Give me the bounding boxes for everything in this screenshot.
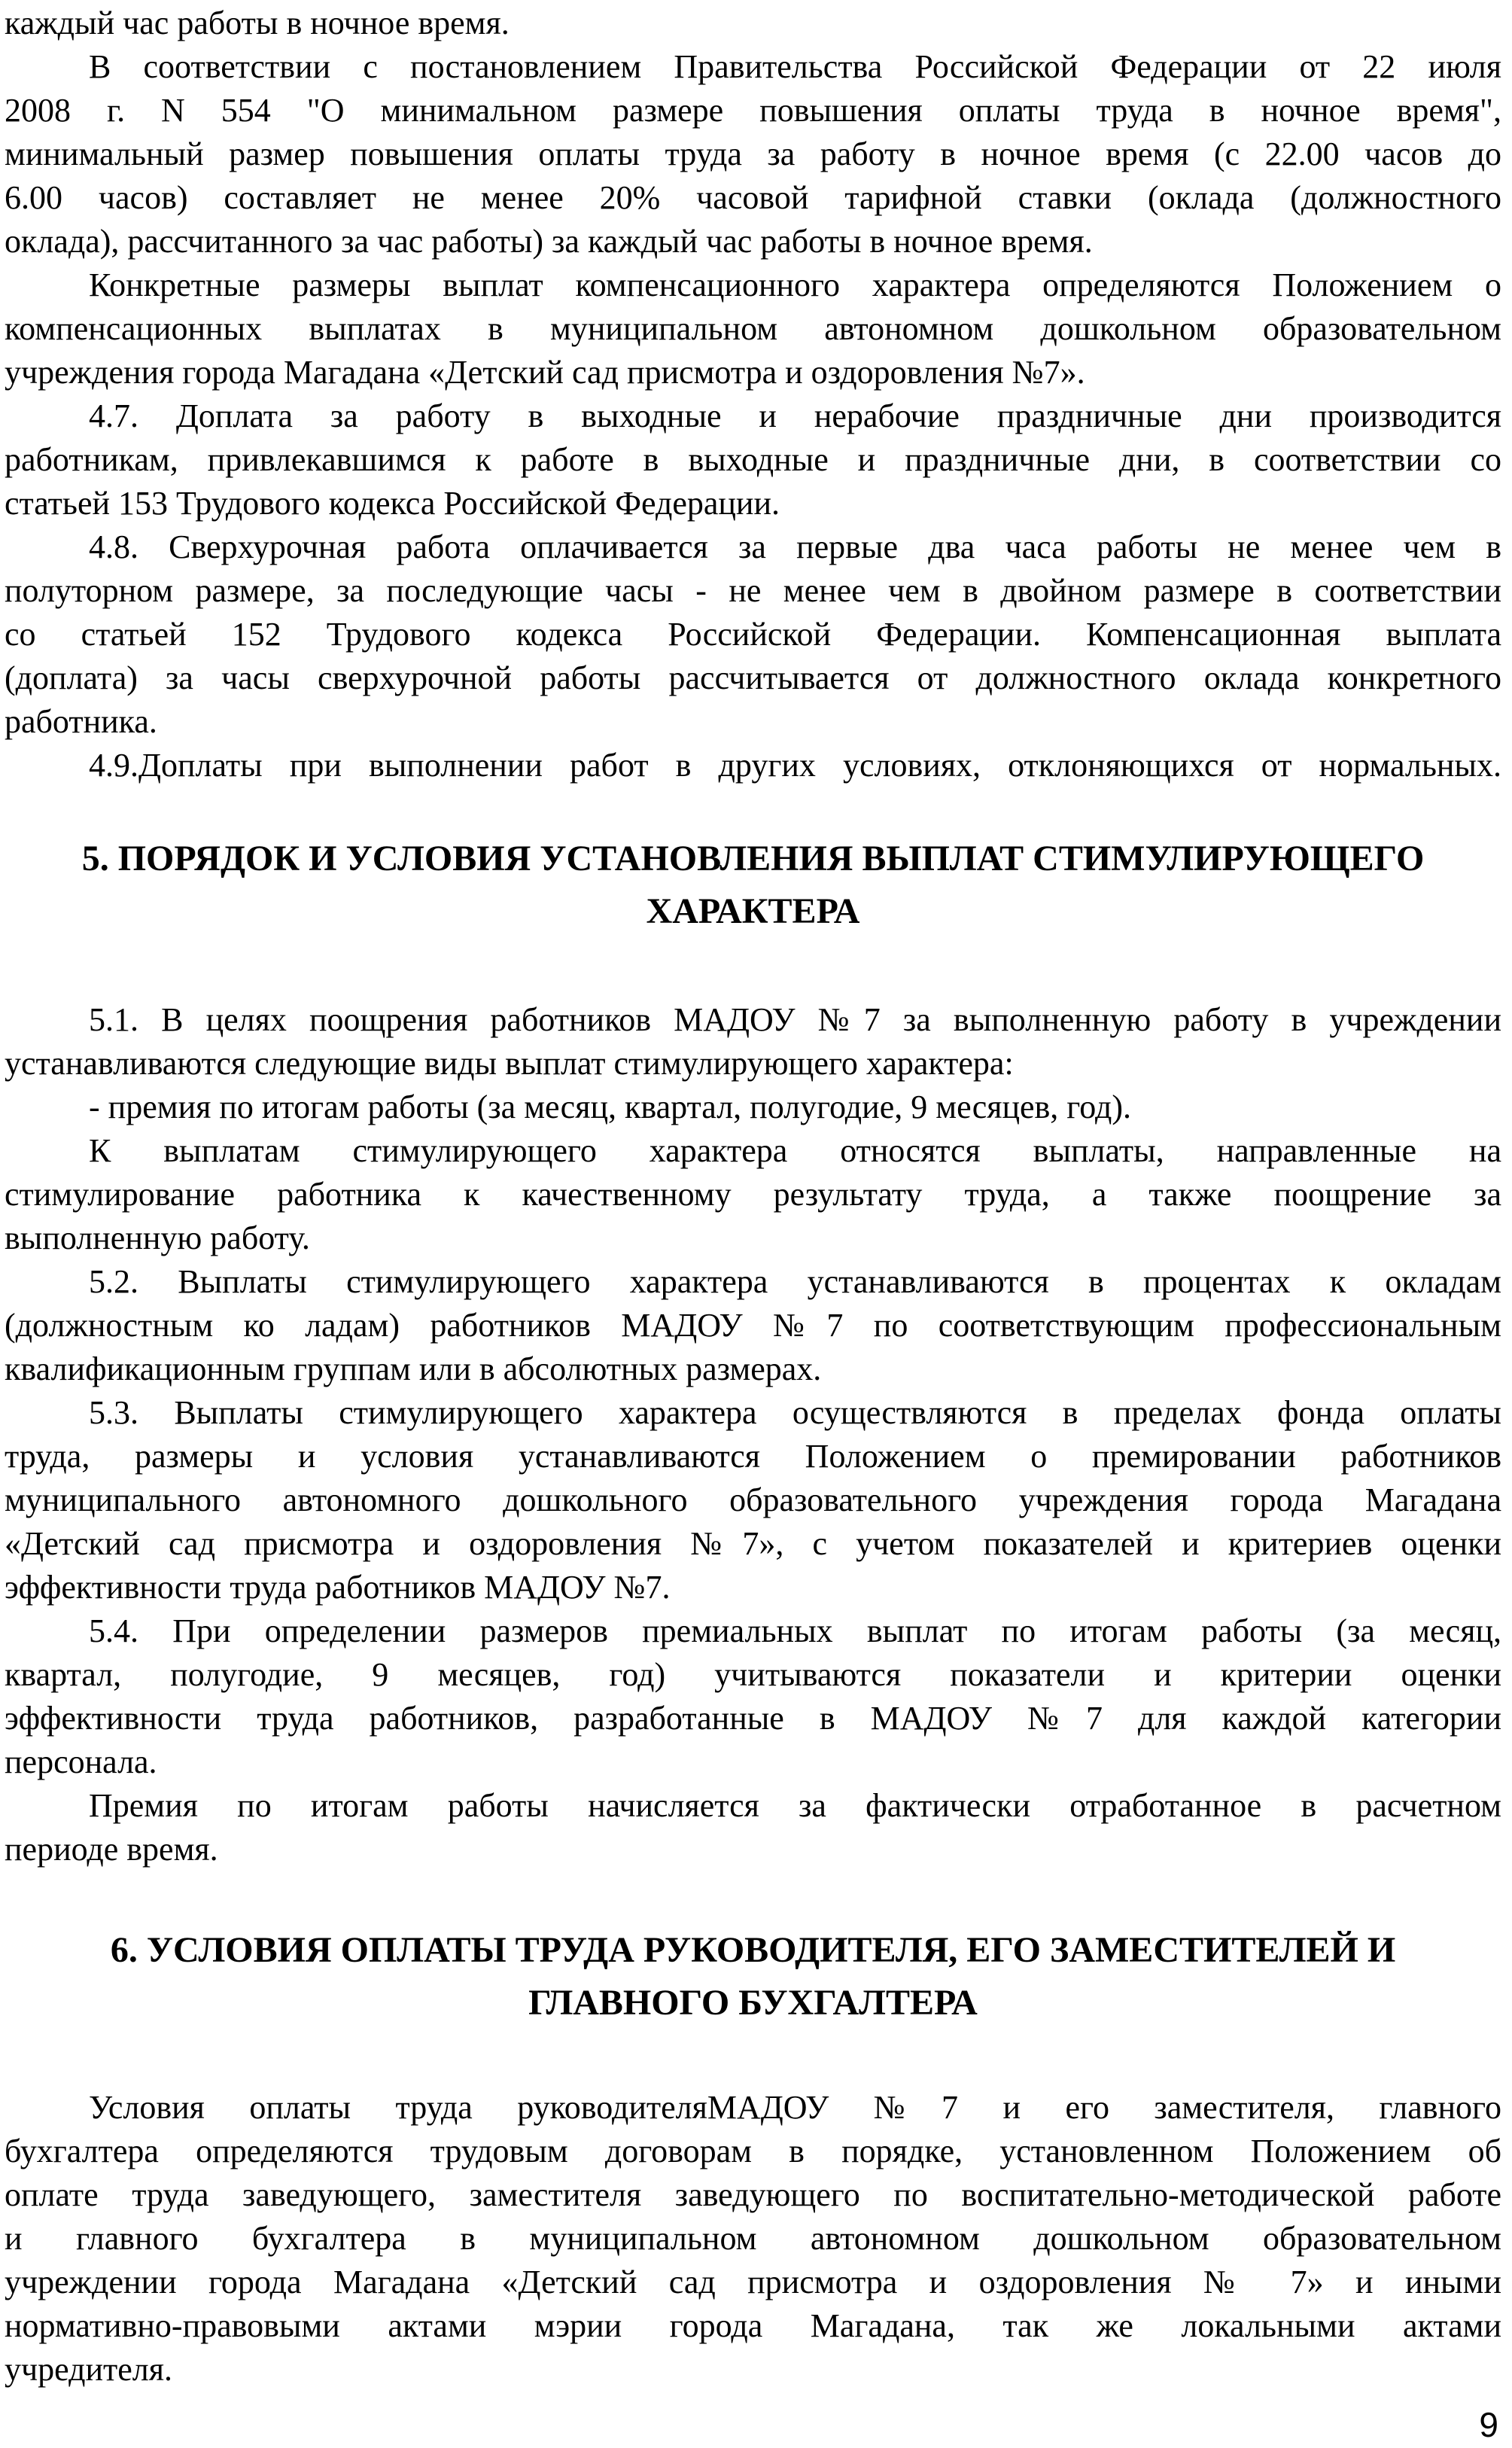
text-line: и главного бухгалтера в муниципальном автономном дошкольном образовательном xyxy=(5,2220,1501,2257)
text-line: персонала. xyxy=(5,1743,157,1780)
clause-5-4-paragraph xyxy=(5,1609,1501,1784)
heading-line: 6. УСЛОВИЯ ОПЛАТЫ ТРУДА РУКОВОДИТЕЛЯ, ЕГО ЗАМЕСТИТЕЛЕЙ И xyxy=(110,1930,1396,1970)
premium-bullet-paragraph xyxy=(5,1085,1501,1129)
text-line: стимулирование работника к качественному результату труда, а также поощрение за xyxy=(5,1176,1501,1213)
text-line: К выплатам стимулирующего характера относятся выплаты, направленные на xyxy=(89,1132,1501,1169)
section-5-heading xyxy=(5,833,1501,938)
text-line: Премия по итогам работы начисляется за фактически отработанное в расчетном xyxy=(89,1787,1501,1824)
text-line: устанавливаются следующие виды выплат стимулирующего характера: xyxy=(5,1045,1014,1082)
text-line: оплате труда заведующего, заместителя заведующего по воспитательно-методической работе xyxy=(5,2176,1501,2213)
text-line: 4.8. Сверхурочная работа оплачивается за первые два часа работы не менее чем в xyxy=(89,528,1501,565)
government-decree-554-paragraph xyxy=(5,45,1501,263)
text-line: работникам, привлекавшимся к работе в выходные и праздничные дни, в соответствии со xyxy=(5,441,1501,478)
text-line: эффективности труда работников, разработанные в МАДОУ №7 для каждой категории xyxy=(5,1700,1501,1737)
text-line: 5.3. Выплаты стимулирующего характера осуществляются в пределах фонда оплаты xyxy=(89,1394,1501,1431)
stimulating-payments-definition-paragraph xyxy=(5,1129,1501,1260)
text-line: оклада), рассчитанного за час работы) за каждый час работы в ночное время. xyxy=(5,223,1093,260)
clause-5-1-paragraph xyxy=(5,998,1501,1085)
text-line: периоде время. xyxy=(5,1831,218,1868)
heading-line: 5. ПОРЯДОК И УСЛОВИЯ УСТАНОВЛЕНИЯ ВЫПЛАТ СТИМУЛИРУЮЩЕГО xyxy=(81,839,1425,878)
text-line: муниципального автономного дошкольного образовательного учреждения города Магадана xyxy=(5,1481,1501,1518)
text-line: квартал, полугодие, 9 месяцев, год) учитываются показатели и критерии оценки xyxy=(5,1656,1501,1693)
page-number: 9 xyxy=(1479,2405,1498,2444)
text-line: 4.9.Доплаты при выполнении работ в других условиях, отклоняющихся от нормальных. xyxy=(89,747,1501,784)
text-line: учреждении города Магадана «Детский сад присмотра и оздоровления № 7» и иными xyxy=(5,2264,1501,2300)
text-line: нормативно-правовыми актами мэрии города Магадана, так же локальными актами xyxy=(5,2307,1501,2344)
text-line: «Детский сад присмотра и оздоровления №7», с учетом показателей и критериев оценки xyxy=(5,1525,1501,1562)
premium-accrual-paragraph xyxy=(5,1784,1501,1871)
text-line: квалификационным группам или в абсолютных размерах. xyxy=(5,1350,822,1387)
text-line: Конкретные размеры выплат компенсационного характера определяются Положением о xyxy=(89,266,1501,303)
text-line: 5.2. Выплаты стимулирующего характера устанавливаются в процентах к окладам xyxy=(89,1263,1501,1300)
compensation-sizes-paragraph xyxy=(5,263,1501,394)
text-line: компенсационных выплатах в муниципальном автономном дошкольном образовательном xyxy=(5,310,1501,347)
text-line: выполненную работу. xyxy=(5,1219,310,1256)
text-line: 5.1. В целях поощрения работников МАДОУ №7 за выполненную работу в учреждении xyxy=(89,1001,1501,1038)
text-line: со статьей 152 Трудового кодекса Российской Федерации. Компенсационная выплата xyxy=(5,616,1501,653)
section-6-intro-paragraph xyxy=(5,2086,1501,2392)
text-line: (должностным ко ладам) работников МАДОУ №7 по соответствующим профессиональным xyxy=(5,1307,1501,1344)
text-line: каждый час работы в ночное время. xyxy=(5,5,510,41)
night-hours-continuation-paragraph xyxy=(5,2,1501,45)
heading-line: ХАРАКТЕРА xyxy=(646,891,860,931)
text-line: учредителя. xyxy=(5,2351,172,2388)
text-line: полуторном размере, за последующие часы - не менее чем в двойном размере в соответствии xyxy=(5,572,1501,609)
text-line: (доплата) за часы сверхурочной работы рассчитывается от должностного оклада конкретного xyxy=(5,659,1501,696)
text-line: статьей 153 Трудового кодекса Российской Федерации. xyxy=(5,485,780,522)
text-line: минимальный размер повышения оплаты труда за работу в ночное время (с 22.00 часов до xyxy=(5,135,1501,172)
heading-line: ГЛАВНОГО БУХГАЛТЕРА xyxy=(528,1983,978,2023)
text-line: - премия по итогам работы (за месяц, квартал, полугодие, 9 месяцев, год). xyxy=(89,1089,1132,1125)
text-line: работника. xyxy=(5,703,157,740)
text-line: учреждения города Магадана «Детский сад присмотра и оздоровления №7». xyxy=(5,354,1085,391)
text-line: В соответствии с постановлением Правительства Российской Федерации от 22 июля xyxy=(89,48,1501,85)
document-body xyxy=(5,2,1501,2392)
text-line: Условия оплаты труда руководителяМАДОУ №7 и его заместителя, главного xyxy=(89,2089,1501,2126)
clause-5-3-paragraph xyxy=(5,1391,1501,1609)
clause-4-7-paragraph xyxy=(5,394,1501,525)
text-line: 6.00 часов) составляет не менее 20% часовой тарифной ставки (оклада (должностного xyxy=(5,179,1501,216)
section-6-heading xyxy=(5,1924,1501,2029)
text-line: бухгалтера определяются трудовым договорам в порядке, установленном Положением об xyxy=(5,2133,1501,2169)
text-line: труда, размеры и условия устанавливаются Положением о премировании работников xyxy=(5,1438,1501,1475)
text-line: 4.7. Доплата за работу в выходные и нерабочие праздничные дни производится xyxy=(89,397,1501,434)
clause-4-8-paragraph xyxy=(5,525,1501,744)
clause-5-2-paragraph xyxy=(5,1260,1501,1391)
clause-4-9-paragraph xyxy=(5,744,1501,787)
text-line: эффективности труда работников МАДОУ №7. xyxy=(5,1569,671,1606)
text-line: 2008 г. N 554 "О минимальном размере повышения оплаты труда в ночное время", xyxy=(5,92,1501,129)
text-line: 5.4. При определении размеров премиальных выплат по итогам работы (за месяц, xyxy=(89,1612,1501,1649)
